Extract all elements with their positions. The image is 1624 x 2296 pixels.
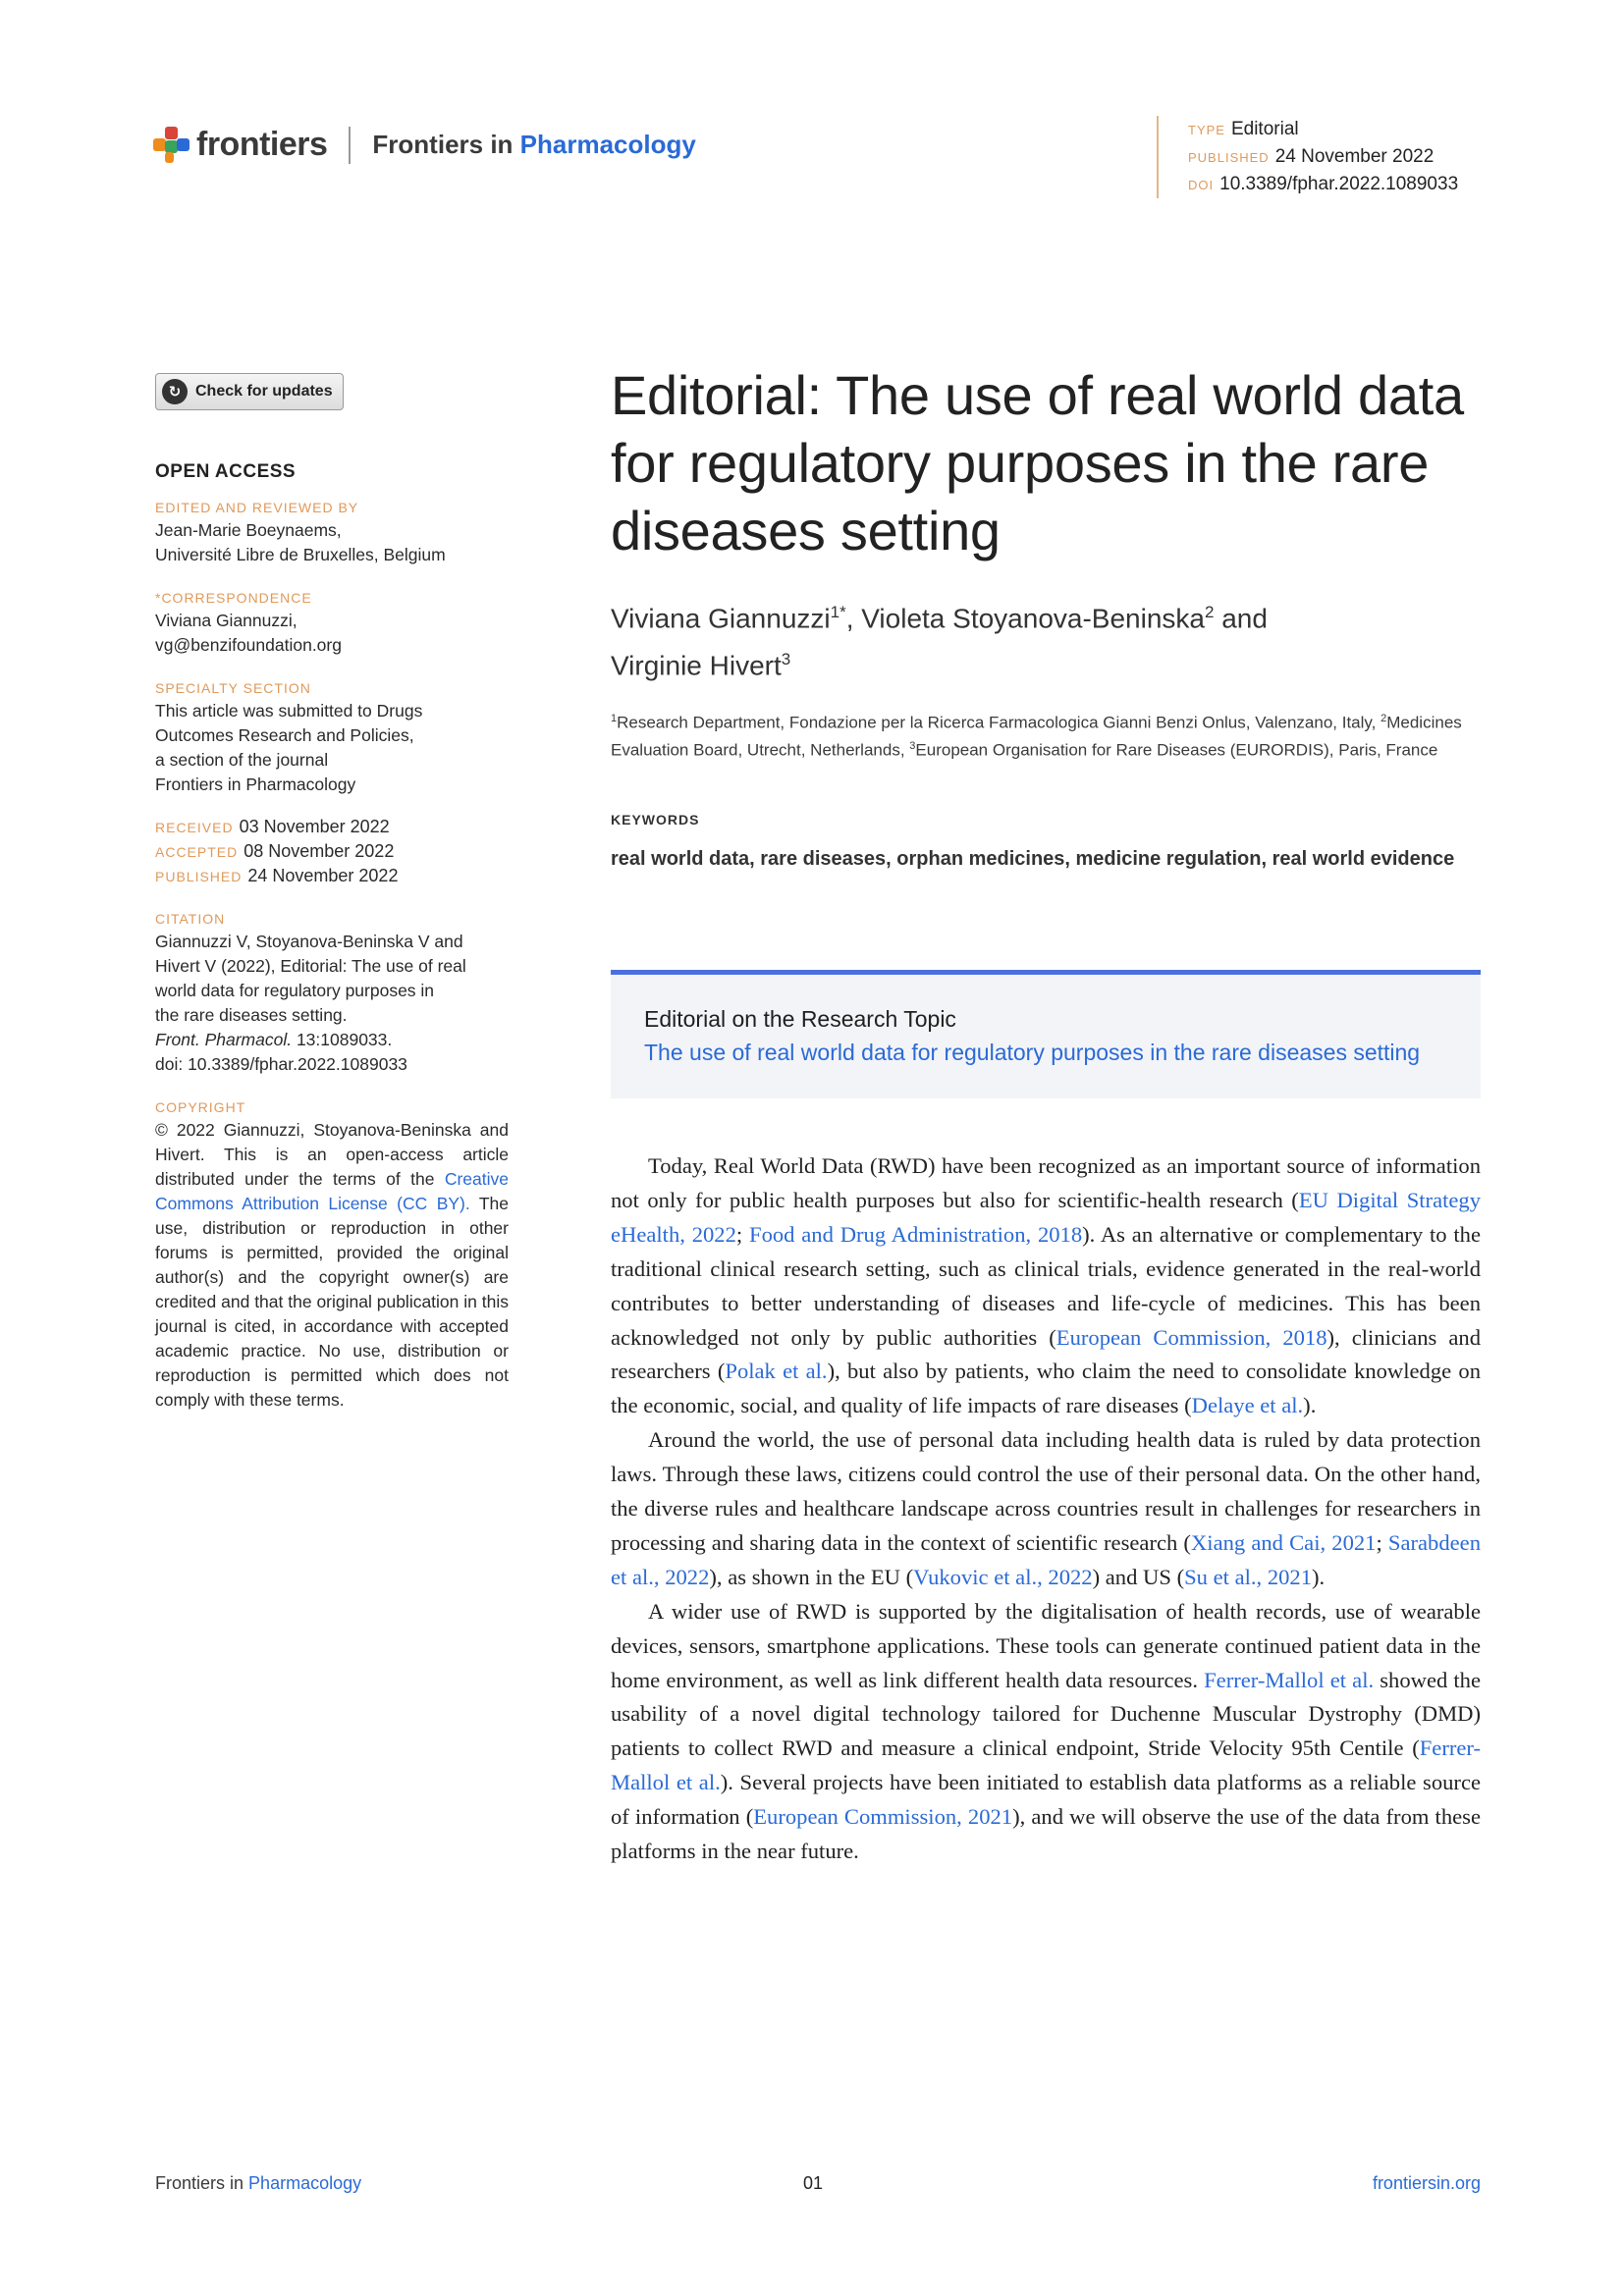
body-text-run: ). Several projects have been initiated to establish data platforms as a reliable source of information ( bbox=[611, 1770, 1481, 1830]
page-header bbox=[153, 116, 1479, 194]
footer-site-link[interactable]: frontiersin.org bbox=[1372, 2173, 1481, 2193]
copyright-section bbox=[155, 1096, 509, 1413]
brand-name: frontiers bbox=[196, 126, 328, 163]
citation-doi[interactable]: doi: 10.3389/fphar.2022.1089033 bbox=[155, 1054, 407, 1074]
citation-line: the rare diseases setting. bbox=[155, 1005, 348, 1025]
correspondence-label: *CORRESPONDENCE bbox=[155, 590, 312, 606]
meta-published: PUBLISHED 24 November 2022 bbox=[1188, 146, 1435, 167]
body-text-run: ). bbox=[1303, 1393, 1317, 1418]
frontiers-logo-icon bbox=[153, 127, 190, 164]
specialty-label: SPECIALTY SECTION bbox=[155, 680, 311, 696]
author-list: Viviana Giannuzzi$^{1*}$, Violeta Stoyanova-Beninska$^2$ and Virginie Hivert$^3$ bbox=[611, 603, 1268, 681]
article-body bbox=[611, 1149, 1481, 1869]
editor-name: Jean-Marie Boeynaems, bbox=[155, 520, 342, 540]
citation-link[interactable]: European Commission, 2021 bbox=[753, 1804, 1013, 1830]
meta-doi[interactable]: DOI 10.3389/fphar.2022.1089033 bbox=[1188, 174, 1459, 194]
citation-link[interactable]: Polak et al. bbox=[725, 1359, 828, 1384]
author-name[interactable]: , Violeta Stoyanova-Beninska bbox=[845, 603, 1205, 634]
body-paragraph bbox=[611, 1149, 1481, 1423]
citation-section bbox=[155, 908, 509, 1077]
body-text-run: ), as shown in the EU ( bbox=[709, 1564, 914, 1589]
check-for-updates-label: Check for updates bbox=[195, 383, 333, 400]
specialty-line: a section of the journal bbox=[155, 750, 329, 770]
body-text-run: ), clinicians and researchers ( bbox=[611, 1324, 1481, 1384]
page-number: 01 bbox=[803, 2173, 824, 2193]
dates-section bbox=[155, 815, 509, 888]
footer-journal[interactable]: Frontiers in Pharmacology bbox=[155, 2173, 362, 2193]
affiliations: $^1$Research Department, Fondazione per la Ricerca Farmacologica Gianni Benzi Onlus, Valenzano, Italy, $^2$Medicines Evaluation Board, Utrecht, Netherlands, $^3$European Organisation for Rare Diseases (EURORDIS), Paris, France bbox=[611, 712, 1462, 760]
sidebar bbox=[155, 373, 509, 1413]
received-date: RECEIVED 03 November 2022 bbox=[155, 817, 390, 836]
accepted-date: ACCEPTED 08 November 2022 bbox=[155, 841, 395, 861]
specialty-line: This article was submitted to Drugs bbox=[155, 701, 423, 721]
citation-link[interactable]: Delaye et al. bbox=[1191, 1393, 1304, 1418]
citation-link[interactable]: Food and Drug Administration, 2018 bbox=[749, 1221, 1083, 1247]
body-text-run: Around the world, the use of personal data including health data is ruled by data protection laws. Through these laws, citizens could control the use of their personal data. On the other hand, the diverse rules and healthcare landscape across countries result in challenges for researchers in processing and sharing data in the context of scientific research ( bbox=[611, 1427, 1481, 1555]
specialty-line: Frontiers in Pharmacology bbox=[155, 774, 356, 794]
body-text-run: ) and US ( bbox=[1092, 1564, 1185, 1589]
check-for-updates-icon: ↻ bbox=[162, 379, 188, 404]
body-text-run: A wider use of RWD is supported by the digitalisation of health records, use of wearable devices, sensors, smartphone applications. These tools can generate continued patient data in the home environment, as well as link different health data resources. bbox=[611, 1598, 1481, 1692]
citation-link[interactable]: Ferrer-Mallol et al. bbox=[1204, 1667, 1375, 1692]
citation-volume-line: Front. Pharmacol. 13:1089033. bbox=[155, 1030, 393, 1049]
author-name[interactable]: Viviana Giannuzzi bbox=[611, 603, 831, 634]
citation-line: Hivert V (2022), Editorial: The use of real bbox=[155, 956, 466, 976]
brand-divider bbox=[349, 127, 351, 164]
check-for-updates-button[interactable] bbox=[155, 373, 344, 410]
body-text-run: ; bbox=[1376, 1529, 1388, 1555]
open-access-label: OPEN ACCESS bbox=[155, 461, 297, 482]
correspondence-section bbox=[155, 587, 509, 658]
article-main bbox=[611, 361, 1481, 1869]
copyright-text: © 2022 Giannuzzi, Stoyanova-Beninska and Hivert. This is an open-access article distributed under the terms of the Creative Commons Attribution License (CC BY). The use, distribution or reproduction in other forums is permitted, provided the original author(s) and the copyright owner(s) are credited and that the original publication in this journal is cited, in accordance with accepted academic practice. No use, distribution or reproduction is permitted which does not comply with these terms. bbox=[155, 1120, 509, 1410]
article-meta bbox=[1157, 116, 1458, 198]
citation-link[interactable]: EU Digital Strategy eHealth, 2022 bbox=[611, 1187, 1481, 1247]
correspondence-email[interactable]: vg@benzifoundation.org bbox=[155, 635, 342, 655]
citation-link[interactable]: Sarabdeen et al., 2022 bbox=[611, 1529, 1481, 1589]
journal-accent: Pharmacology bbox=[519, 130, 696, 159]
citation-line: Giannuzzi V, Stoyanova-Beninska V and bbox=[155, 932, 463, 951]
author-name[interactable]: Virginie Hivert bbox=[611, 650, 782, 681]
research-topic-link[interactable]: The use of real world data for regulatory purposes in the rare diseases setting bbox=[644, 1039, 1421, 1065]
journal-name[interactable] bbox=[372, 130, 695, 160]
cc-by-license-link[interactable]: Creative Commons Attribution License (CC BY). bbox=[155, 1169, 509, 1213]
body-text-run: ). As an alternative or complementary to the traditional clinical research setting, such as clinical trials, evidence generated in the real-world contributes to better understanding of diseases and life-cycle of medicines. This has been acknowledged not only by public authorities ( bbox=[611, 1221, 1481, 1350]
keywords: real world data, rare diseases, orphan medicines, medicine regulation, real world evidence bbox=[611, 847, 1455, 870]
citation-link[interactable]: Vukovic et al., 2022 bbox=[913, 1564, 1093, 1589]
correspondence-name: Viviana Giannuzzi, bbox=[155, 611, 298, 630]
meta-type: TYPE Editorial bbox=[1188, 119, 1299, 139]
copyright-label: COPYRIGHT bbox=[155, 1099, 246, 1115]
citation-link[interactable]: Ferrer-Mallol et al. bbox=[611, 1735, 1481, 1795]
body-text-run: ). bbox=[1312, 1564, 1326, 1589]
editor-affiliation: Université Libre de Bruxelles, Belgium bbox=[155, 545, 446, 564]
body-text-run: Today, Real World Data (RWD) have been recognized as an important source of information not only for public health purposes but also for scientific-health research ( bbox=[611, 1152, 1481, 1212]
brand[interactable] bbox=[153, 126, 696, 164]
citation-link[interactable]: European Commission, 2018 bbox=[1056, 1324, 1327, 1350]
keywords-label: KEYWORDS bbox=[611, 811, 700, 828]
article-title: Editorial: The use of real world data for regulatory purposes in the rare diseases setting bbox=[611, 364, 1464, 561]
body-text-run: ; bbox=[735, 1221, 749, 1247]
citation-line: world data for regulatory purposes in bbox=[155, 981, 435, 1000]
page-footer bbox=[155, 2173, 1481, 2203]
edited-label: EDITED AND REVIEWED BY bbox=[155, 500, 359, 515]
journal-prefix: Frontiers in bbox=[372, 130, 514, 159]
body-paragraph bbox=[611, 1595, 1481, 1869]
body-text-run: ), but also by patients, who claim the need to consolidate knowledge on the economic, social, and quality of life impacts of rare diseases ( bbox=[611, 1359, 1481, 1418]
body-paragraph bbox=[611, 1423, 1481, 1595]
research-topic-box bbox=[611, 970, 1481, 1098]
specialty-line: Outcomes Research and Policies, bbox=[155, 725, 414, 745]
citation-link[interactable]: Xiang and Cai, 2021 bbox=[1190, 1529, 1377, 1555]
specialty-section bbox=[155, 677, 509, 797]
body-text-run: showed the usability of a novel digital technology tailored for Duchenne Muscular Dystrophy (DMD) patients to collect RWD and measure a clinical endpoint, Stride Velocity 95th Centile ( bbox=[611, 1667, 1481, 1761]
body-text-run: ), and we will observe the use of the data from these platforms in the near future. bbox=[611, 1804, 1481, 1864]
citation-label: CITATION bbox=[155, 911, 226, 927]
edited-section bbox=[155, 497, 509, 567]
published-date: PUBLISHED 24 November 2022 bbox=[155, 866, 399, 885]
research-topic-heading: Editorial on the Research Topic bbox=[644, 1005, 956, 1032]
citation-link[interactable]: Su et al., 2021 bbox=[1184, 1564, 1313, 1589]
